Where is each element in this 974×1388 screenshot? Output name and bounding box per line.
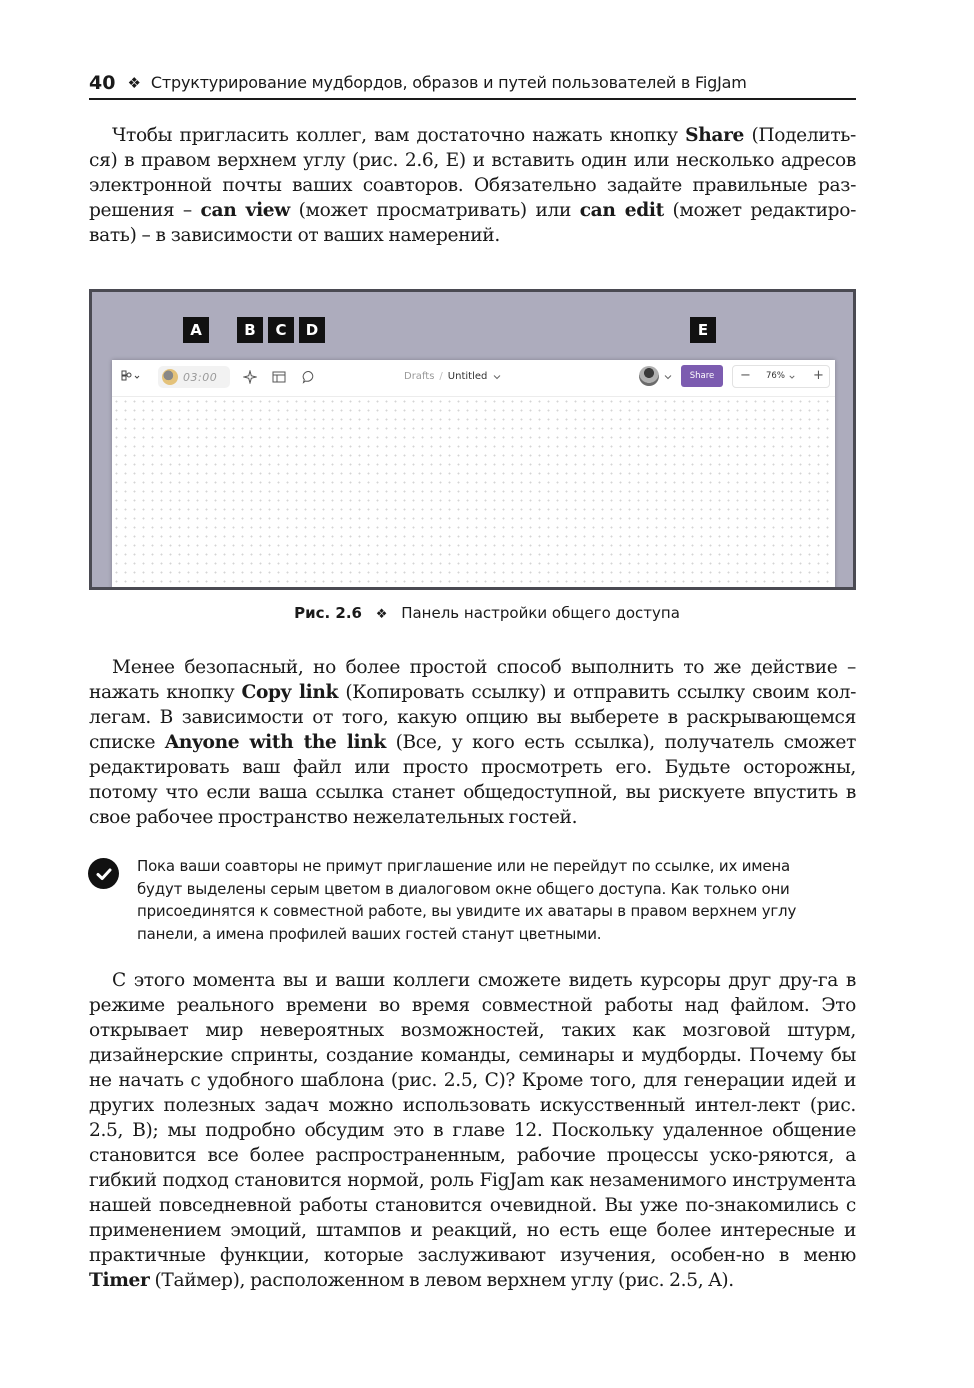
sparkle-icon: [243, 370, 257, 384]
avatar-chevron-down-icon[interactable]: [663, 373, 673, 381]
checkmark-icon: [88, 858, 119, 889]
zoom-chevron-down-icon[interactable]: [788, 374, 796, 380]
paragraph-invite: Чтобы пригласить коллег, вам достаточно нажать кнопку Share (Поделить-ся) в правом верхнем углу (рис. 2.6, E) и вставить один или несколько адресов электронной почты ваших соавторов. Обязательно задайте правильные раз-решения – can view (может просматривать) или can edit (может редактиро-вать) – в зависимости от ваших намерений.: [89, 125, 856, 246]
marker-b: B: [237, 317, 263, 343]
comments-button[interactable]: [302, 370, 316, 384]
marker-e: E: [690, 317, 716, 343]
marker-d: D: [299, 317, 325, 343]
user-avatar[interactable]: [639, 366, 659, 386]
figure-caption: [0, 604, 974, 622]
share-button[interactable]: Share: [681, 365, 723, 387]
page-number: 40: [89, 72, 116, 94]
layout-icon: [272, 370, 286, 384]
diamond-separator-icon: ❖: [127, 74, 141, 92]
timer-button[interactable]: [158, 366, 230, 388]
templates-button[interactable]: [272, 370, 286, 384]
running-header: [89, 70, 856, 100]
chapter-title: Структурирование мудбордов, образов и путей пользователей в FigJam: [150, 73, 747, 92]
paragraph-copy-link: Менее безопасный, но более простой способ выполнить то же действие – нажать кнопку Copy link (Копировать ссылку) и отправить ссылку своим кол-легам. В зависимости от того, какую опцию вы выберете в раскрывающемся списке Anyone with the link (Все, у кого есть ссылка), получатель сможет редактировать ваш файл или просто просмотреть его. Будьте осторожны, потому что если ваша ссылка станет общедоступной, вы рискуете впустить в свое рабочее пространство нежелательных гостей.: [89, 657, 857, 828]
zoom-control: [732, 365, 830, 388]
caption-label: Рис. 2.6: [294, 604, 362, 622]
paragraph-collaboration: С этого момента вы и ваши коллеги сможете видеть курсоры друг дру-га в режиме реального времени во время совместной работы над файлом. Это открывает мир невероятных возможностей, таких как мозговой штурм, дизайнерские спринты, создание команды, семинары и мудборды. Почему бы не начать с удобного шаблона (рис. 2.5, C)? Кроме того, для генерации идей и других полезных задач можно использовать искусственный интел-лект (рис. 2.5, B); мы подробно обсудим это в главе 12. Поскольку удаленное общение становится все более распространенным, рабочие процессы уско-ряются, а гибкий подход становится нормой, роль FigJam как незаменимого инструмента нашей повседневной работы становится очевидной. Вы уже по-знакомились с применением эмоций, штампов и реакций, но есть еще более интересные и практичные функции, которые заслуживают изучения, особен-но в меню Timer (Таймер), расположенном в левом верхнем углу (рис. 2.5, A).: [89, 970, 856, 1291]
chevron-down-icon[interactable]: [492, 373, 502, 381]
figjam-logo-icon: [121, 370, 143, 384]
breadcrumb-separator: /: [439, 371, 443, 382]
ai-button[interactable]: [243, 370, 257, 384]
zoom-in-button[interactable]: +: [813, 368, 824, 383]
marker-a: A: [183, 317, 209, 343]
breadcrumb: [404, 371, 502, 382]
main-menu-button[interactable]: [121, 370, 143, 384]
timer-value: 03:00: [183, 370, 218, 384]
zoom-level[interactable]: 76%: [766, 371, 785, 381]
marker-c: C: [268, 317, 294, 343]
file-name[interactable]: Untitled: [447, 371, 488, 382]
figjam-window: [112, 360, 835, 590]
comment-bubble-icon: [302, 370, 316, 384]
figjam-toolbar: [112, 360, 835, 397]
caption-diamond-icon: ❖: [375, 607, 388, 622]
zoom-out-button[interactable]: −: [740, 368, 751, 383]
timer-avatar-icon: [162, 369, 178, 385]
note-text: Пока ваши соавторы не примут приглашение или не перейдут по ссылке, их имена будут выделены серым цветом в диалоговом окне общего доступа. Как только они присоединятся к совместной работе, вы увидите их аватары в правом верхнем углу панели, а имена профилей ваших гостей станут цветными.: [137, 857, 797, 943]
figure-screenshot: [89, 289, 856, 590]
caption-text: Панель настройки общего доступа: [401, 604, 680, 622]
breadcrumb-drafts[interactable]: Drafts: [404, 371, 435, 382]
dotted-canvas[interactable]: [112, 397, 835, 590]
